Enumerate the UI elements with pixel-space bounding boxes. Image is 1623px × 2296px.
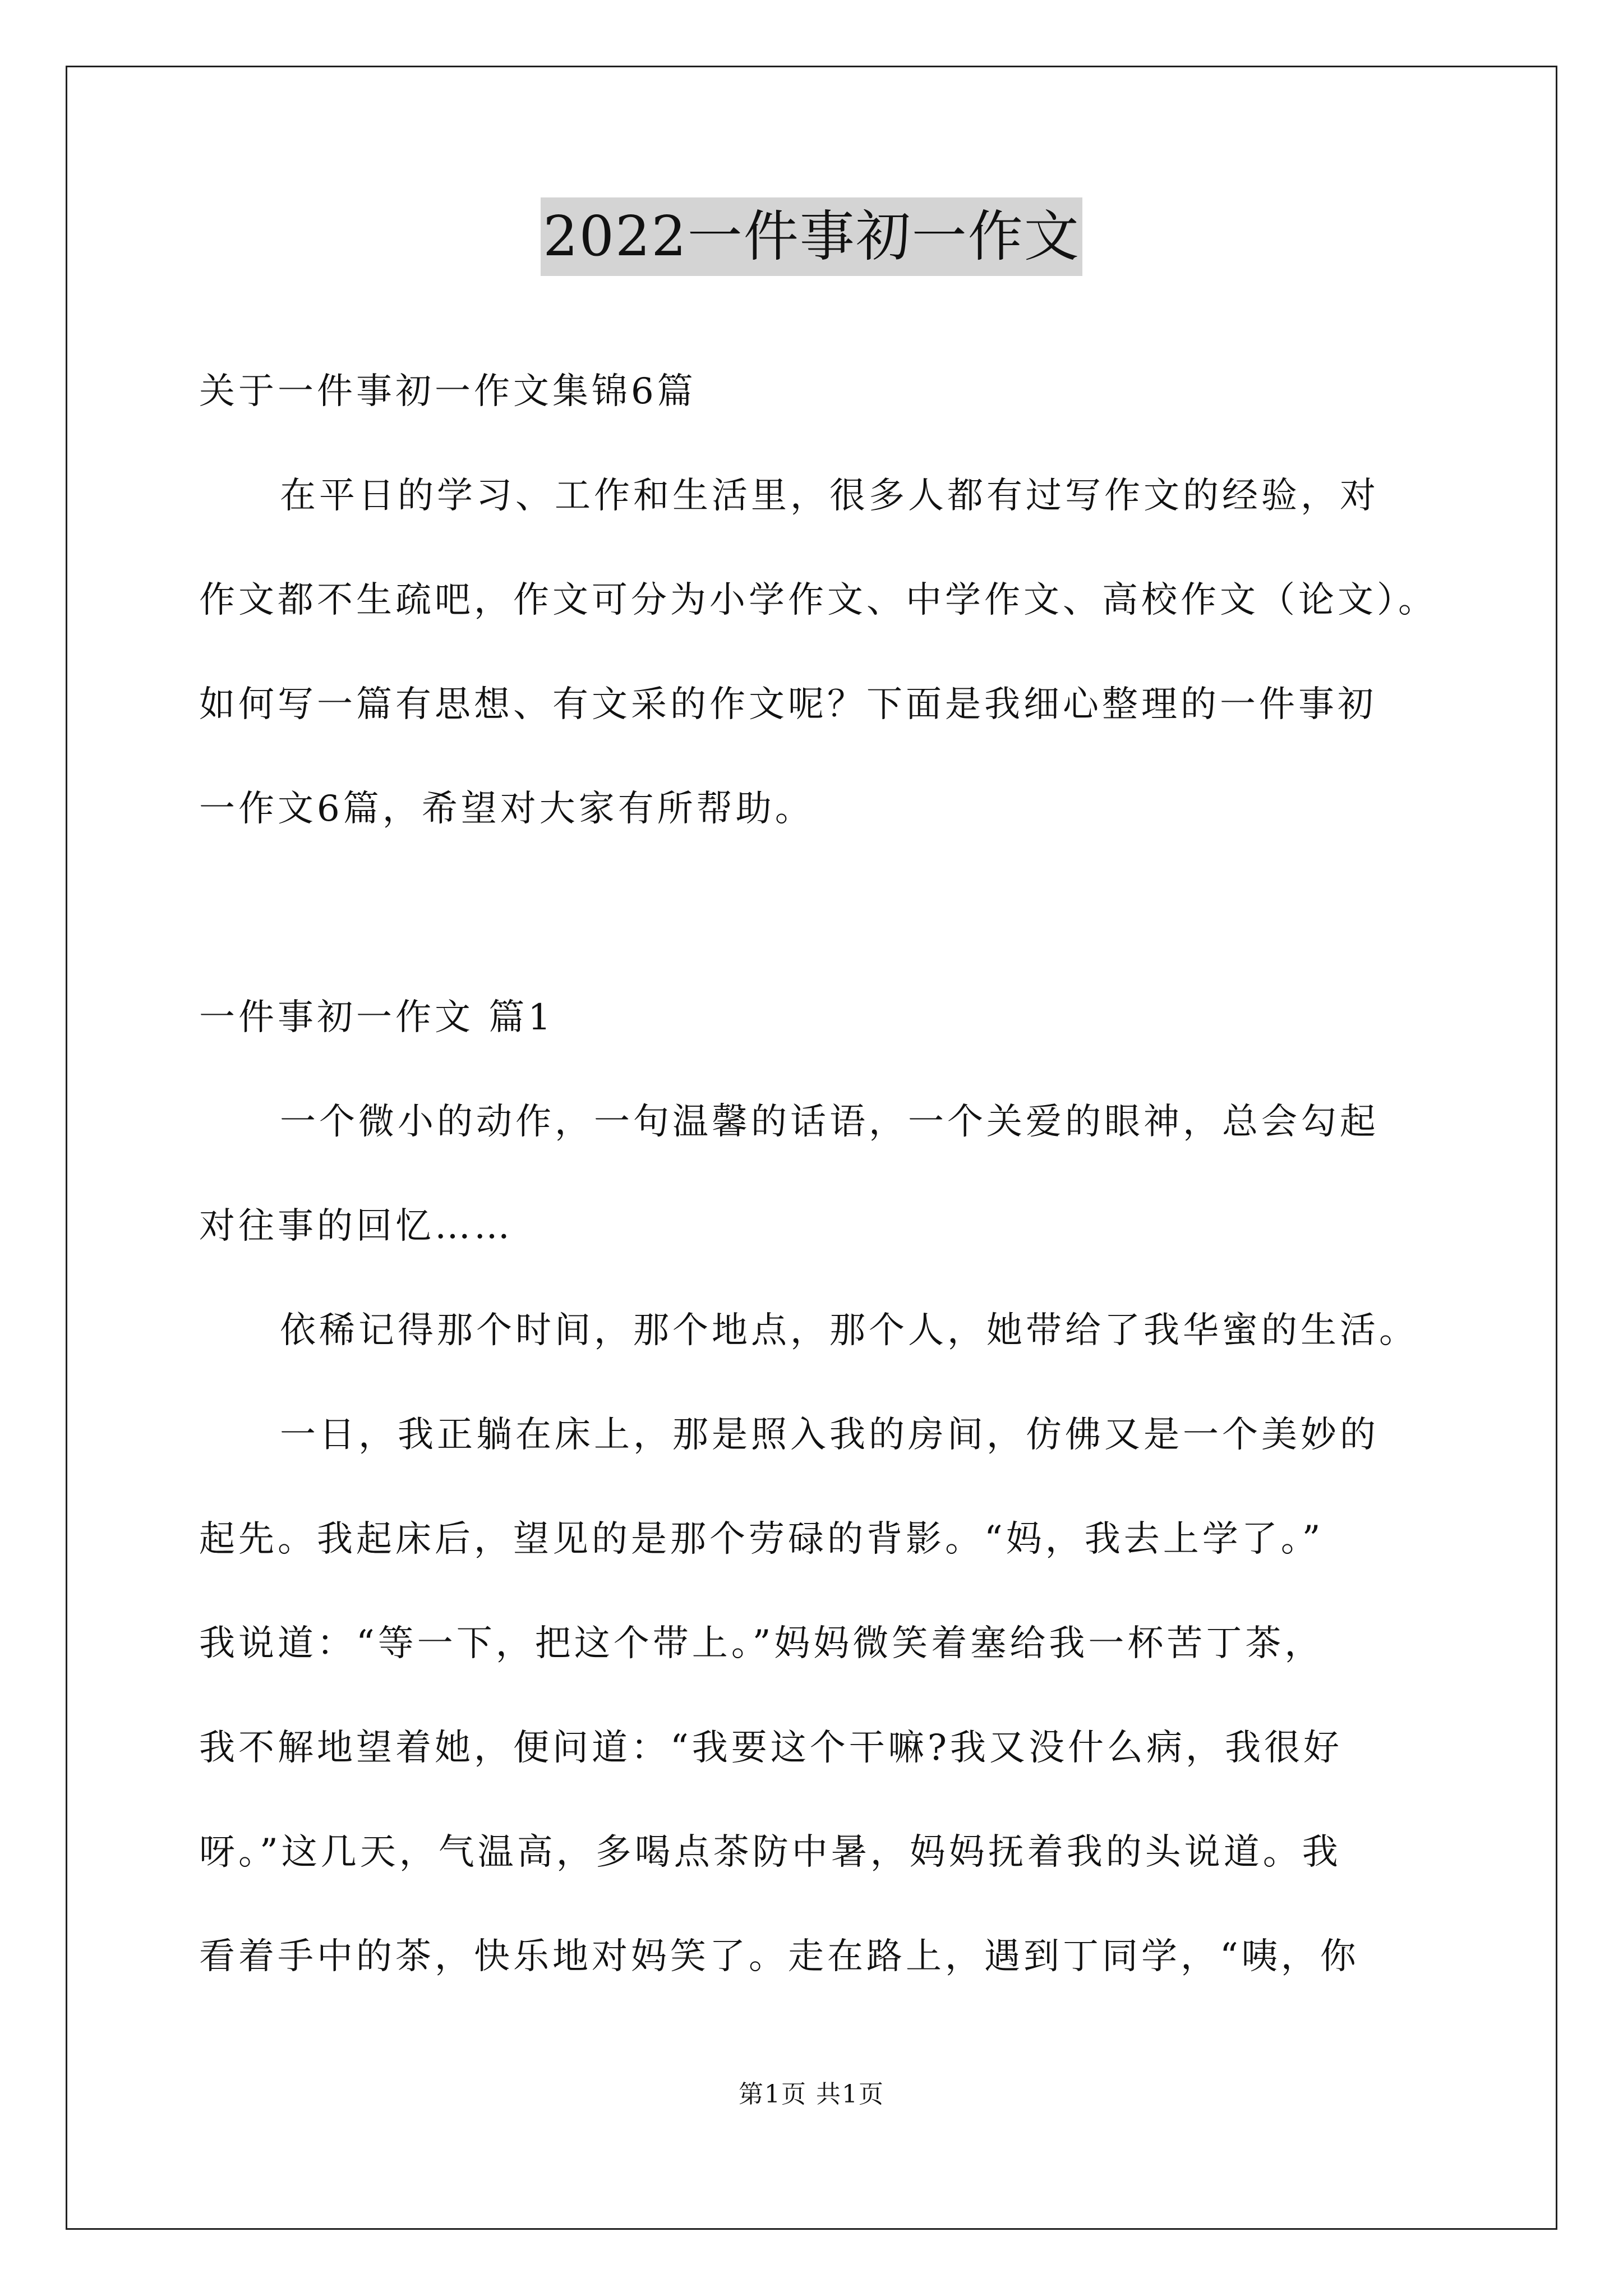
body-line: 看着手中的茶，快乐地对妈笑了。走在路上，遇到丁同学，“咦，你 [199,1936,1359,1977]
body-line: 一个微小的动作，一句温馨的话语，一个关爱的眼神，总会勾起 [280,1101,1379,1143]
body-line: 呀。”这几天，气温高，多喝点茶防中暑，妈妈抚着我的头说道。我 [199,1832,1341,1873]
document-body [199,339,1438,2009]
body-line: 对往事的回忆…… [199,1205,513,1247]
body-line: 起先。我起床后，望见的是那个劳碌的背影。“妈，我去上学了。” [199,1519,1324,1560]
body-line: 依稀记得那个时间，那个地点，那个人，她带给了我华蜜的生活。 [280,1310,1418,1351]
paragraph-gap [199,861,1438,965]
intro-line: 在平日的学习、工作和生活里，很多人都有过写作文的经验，对 [280,475,1379,517]
body-line: 一日，我正躺在床上，那是照入我的房间，仿佛又是一个美妙的 [280,1414,1379,1456]
intro-line: 如何写一篇有思想、有文采的作文呢？下面是我细心整理的一件事初 [199,684,1377,725]
section-heading: 一件事初一作文 篇1 [199,997,555,1038]
intro-line: 一作文6篇，希望对大家有所帮助。 [199,788,814,830]
document-subtitle: 关于一件事初一作文集锦6篇 [199,371,697,412]
document-title: 2022一件事初一作文 [541,197,1082,276]
title-container [0,197,1623,276]
intro-line: 作文都不生疏吧，作文可分为小学作文、中学作文、高校作文（论文）。 [199,579,1437,621]
body-line: 我不解地望着她，便问道：“我要这个干嘛?我又没什么病，我很好 [199,1727,1343,1769]
page-footer: 第1页 共1页 [739,2080,884,2109]
body-line: 我说道：“等一下，把这个带上。”妈妈微笑着塞给我一杯苦丁茶， [199,1623,1324,1664]
